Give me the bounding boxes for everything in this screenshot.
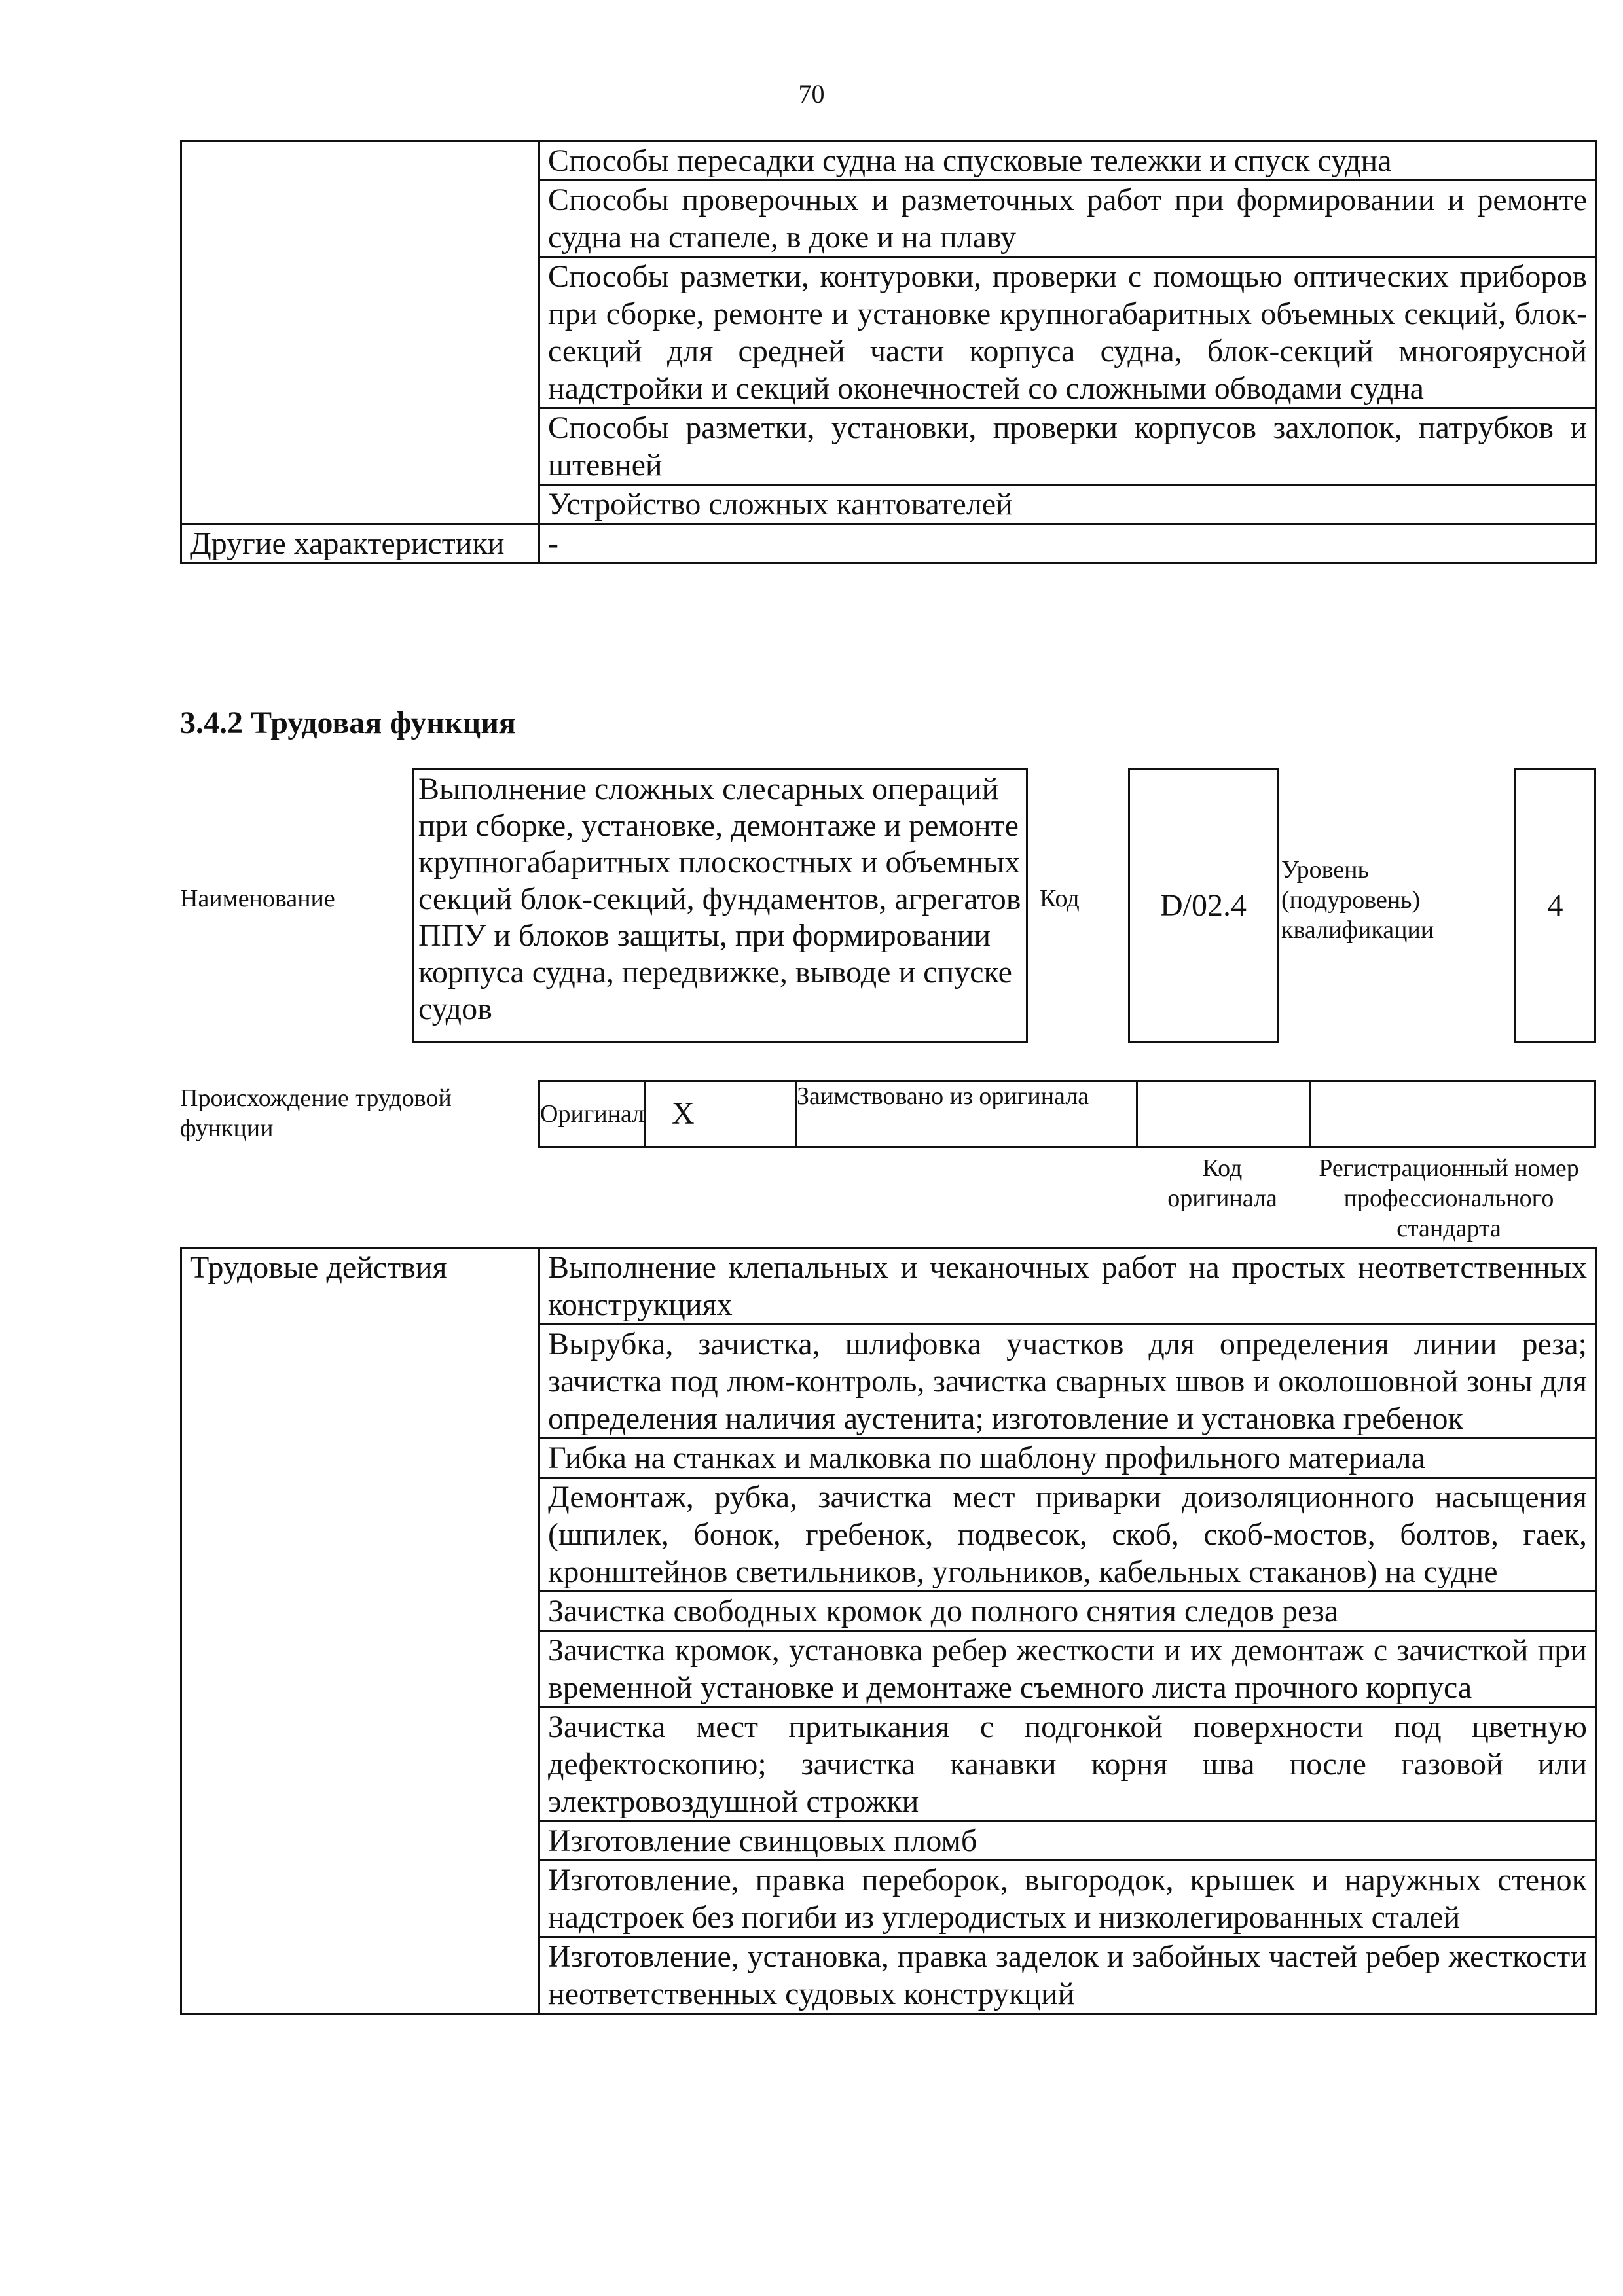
code-label: Код (1040, 885, 1080, 912)
original-cell (539, 1081, 645, 1147)
labor-action-item: Изготовление, установка, правка заделок и забойных частей ребер жесткости неответственных судовых конструкций (539, 1937, 1596, 2014)
labor-action-item: Выполнение клепальных и чеканочных работ на простых неответственных конструкциях (539, 1248, 1596, 1325)
labor-actions-label: Трудовые действия (181, 1248, 539, 2014)
labor-actions-table (180, 1247, 1597, 2015)
section-heading: 3.4.2 Трудовая функция (180, 706, 516, 740)
labor-action-item: Изготовление, правка переборок, выгородок, крышек и наружных стенок надстроек без погиби из углеродистых и низколегированных сталей (539, 1861, 1596, 1937)
original-label: Оригинал (540, 1100, 645, 1128)
borrowed-label: Заимствовано из оригинала (796, 1081, 1137, 1147)
original-code-caption: Код оригинала (1167, 1155, 1277, 1212)
origin-table (538, 1080, 1596, 1148)
labor-action-item: Изготовление свинцовых пломб (539, 1821, 1596, 1861)
original-mark: X (645, 1081, 796, 1147)
labor-action-item: Демонтаж, рубка, зачистка мест приварки доизоляционного насыщения (шпилек, бонок, гребенок, подвесок, скоб, скоб-мостов, болтов, гаек, кронштейнов светильников, угольников, кабельных стаканов) на судне (539, 1478, 1596, 1592)
other-characteristics-label: Другие характеристики (181, 524, 539, 564)
empty-label-cell (181, 141, 539, 524)
origin-label: Происхождение трудовой функции (180, 1085, 452, 1142)
labor-action-item: Зачистка свободных кромок до полного снятия следов реза (539, 1592, 1596, 1631)
qualification-level-value: 4 (1514, 768, 1596, 1043)
labor-action-item: Зачистка мест притыкания с подгонкой поверхности под цветную дефектоскопию; зачистка канавки корня шва после газовой или электровоздушной строжки (539, 1708, 1596, 1821)
function-code: D/02.4 (1128, 768, 1279, 1043)
other-characteristics-value: - (539, 524, 1596, 564)
knowledge-item: Способы разметки, установки, проверки корпусов захлопок, патрубков и штевней (539, 408, 1596, 485)
labor-action-item: Зачистка кромок, установка ребер жесткости и их демонтаж с зачисткой при временной установке и демонтаже съемного листа прочного корпуса (539, 1631, 1596, 1708)
knowledge-item: Способы проверочных и разметочных работ при формировании и ремонте судна на стапеле, в доке и на плаву (539, 181, 1596, 257)
name-label: Наименование (180, 885, 335, 912)
labor-action-item: Вырубка, зачистка, шлифовка участков для определения линии реза; зачистка под люм-контроль, зачистка сварных швов и околошовной зоны для определения наличия аустенита; изготовление и установка гребенок (539, 1325, 1596, 1439)
knowledge-item: Способы пересадки судна на спусковые тележки и спуск судна (539, 141, 1596, 181)
registration-number-cell (1311, 1081, 1596, 1147)
knowledge-item: Способы разметки, контуровки, проверки с помощью оптических приборов при сборке, ремонте и установке крупногабаритных объемных секций, блок-секций для средней части корпуса судна, блок-секций многоярусной надстройки и секций оконечностей со сложными обводами судна (539, 257, 1596, 408)
knowledge-item: Устройство сложных кантователей (539, 485, 1596, 524)
registration-number-caption: Регистрационный номер профессионального стандарта (1319, 1155, 1579, 1242)
original-code-cell (1137, 1081, 1311, 1147)
knowledge-continuation-table (180, 140, 1597, 564)
function-name: Выполнение сложных слесарных операций при сборке, установке, демонтаже и ремонте крупногабаритных плоскостных и объемных секций блок-секций, фундаментов, агрегатов ППУ и блоков защиты, при формировании корпуса судна, передвижке, выводе и спуске судов (412, 768, 1028, 1043)
qualification-level-label: Уровень (подуровень) квалификации (1281, 856, 1434, 944)
page-number: 70 (798, 79, 825, 109)
labor-action-item: Гибка на станках и малковка по шаблону профильного материала (539, 1439, 1596, 1478)
